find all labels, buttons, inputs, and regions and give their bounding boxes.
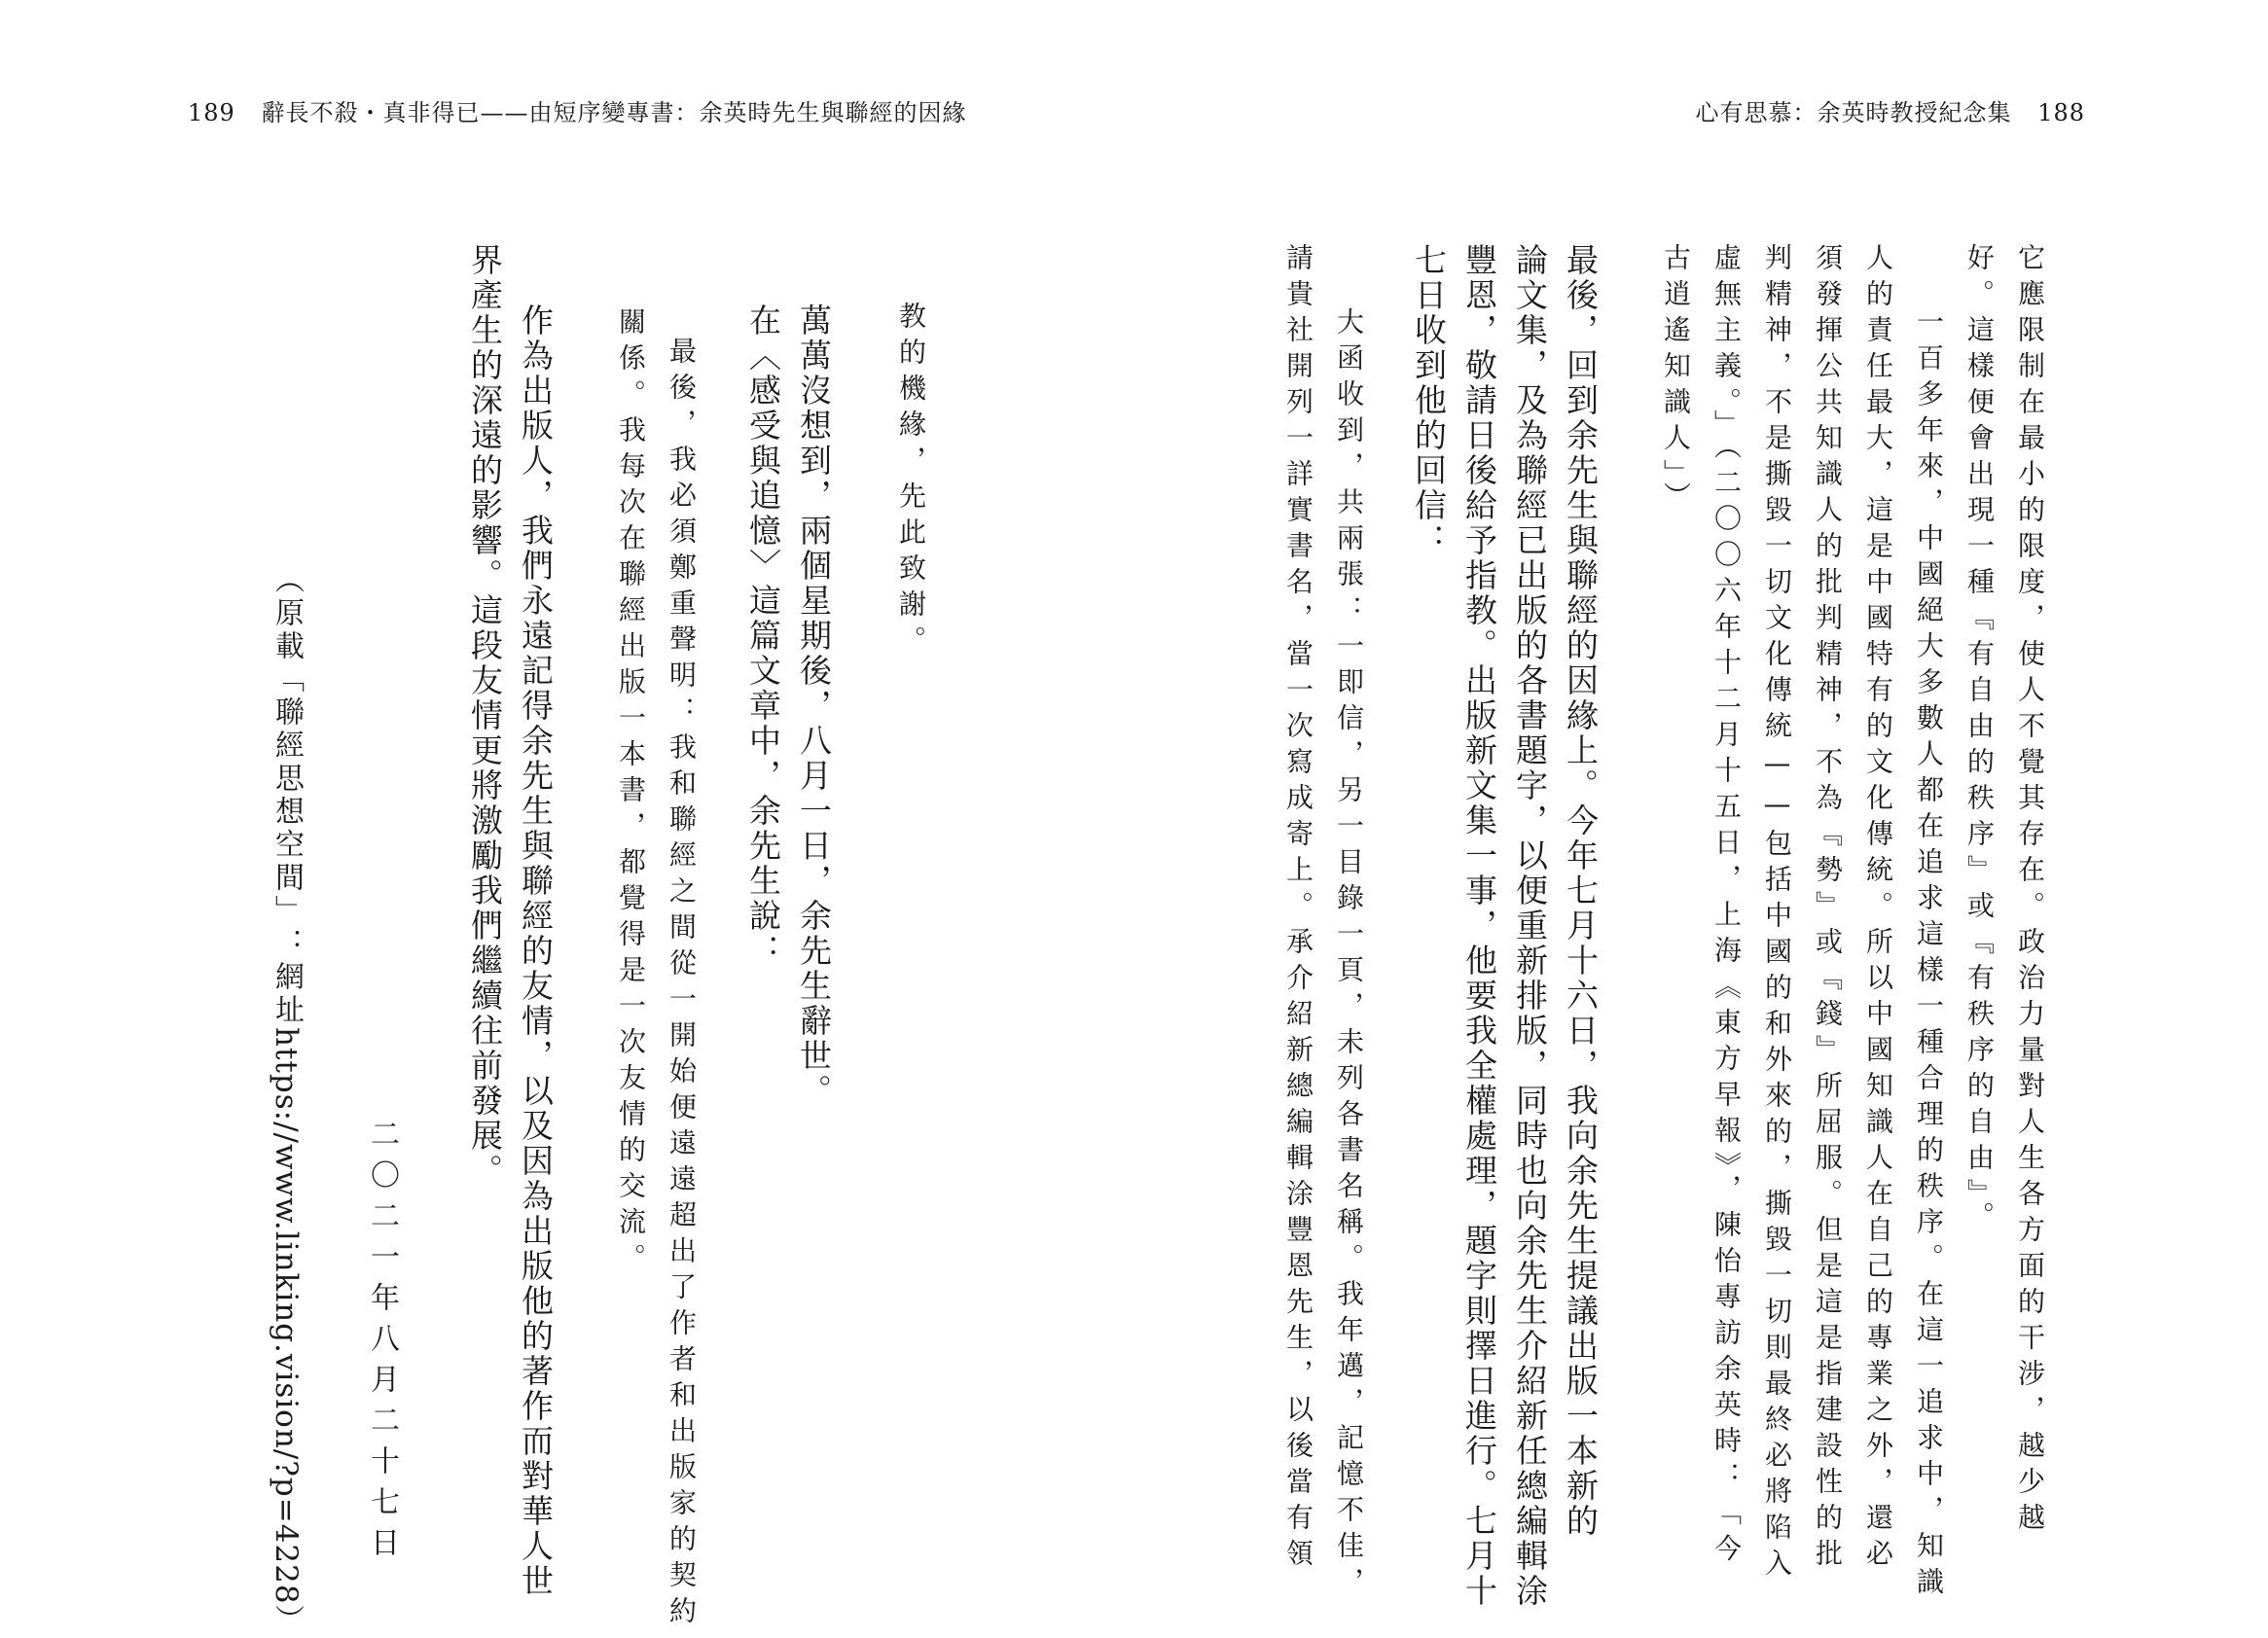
text-column: 它應限制在最小的限度，使人不覺其存在。政治力量對人生各方面的干涉，越少越 [2014,243,2046,1539]
text-column: 界產生的深遠的影響。這段友情更將激勵我們繼續往前發展。 [466,243,504,1189]
source-note-url: https://www.linking.vision/?p=4228 [269,1027,304,1605]
right-page-number: 188 [2037,99,2085,126]
left-header-title: 辭長不殺・真非得已——由短序變專書：余英時先生與聯經的因緣 [261,99,967,126]
right-page [1148,243,2082,1609]
source-note-suffix: ） [270,1604,304,1638]
text-column: 最後，我必須鄭重聲明：我和聯經之間從一開始便遠遠超出了作者和出版家的契約 [666,337,698,1632]
text-column: 萬萬沒想到，兩個星期後，八月一日，余先生辭世。 [795,303,833,1109]
left-page [243,243,1022,1638]
text-column: 大函收到，共兩張：一即信，另一目錄一頁，未列各書名稱。我年邁，記憶不佳， [1333,307,1365,1603]
left-page-number: 189 [188,99,235,126]
text-column: 虛無主義。」（二〇〇六年十二月十五日，上海《東方早報》，陳怡專訪余英時：「今 [1710,243,1743,1570]
text-column: 作為出版人，我們永遠記得余先生與聯經的友情，以及因為出版他的著作而對華人世 [517,303,555,1599]
text-column: 好。這樣便會出現一種『有自由的秩序』或『有秩序的自由』。 [1963,243,1996,1237]
right-header-title: 心有思慕：余英時教授紀念集 [1695,99,2012,126]
text-column: 教的機緣，先此致謝。 [895,302,927,661]
text-column: 須發揮公共知識人的批判精神，不為『勢』或『錢』所屈服。但是這是指建設性的批 [1812,243,1844,1575]
source-note [265,564,307,1638]
text-column: 論文集，及為聯經已出版的各書題字，以便重新排版，同時也向余先生介紹新任總編輯涂 [1511,243,1549,1609]
text-column: 豐恩，敬請日後給予指教。出版新文集一事，他要我全權處理，題字則擇日進行。七月十 [1460,243,1498,1609]
text-column: 判精神，不是撕毀一切文化傳統——包括中國的和外來的，撕毀一切則最終必將陷入 [1761,243,1793,1585]
text-column: 在〈感受與追憶〉這篇文章中，余先生說： [744,303,782,969]
text-column: 古逍遙知識人」） [1660,243,1692,517]
text-column: 最後，回到余先生與聯經的因緣上。今年七月十六日，我向余先生提議出版一本新的 [1562,243,1600,1539]
text-column: 一百多年來，中國絕大多數人都在追求這樣一種合理的秩序。在這一追求中，知識 [1913,307,1945,1603]
text-column: 人的責任最大，這是中國特有的文化傳統。所以中國知識人在自己的專業之外，還必 [1862,243,1894,1575]
source-note-prefix: （原載「聯經思想空間」：網址 [270,564,304,1027]
left-running-head [170,93,966,127]
right-running-head [1696,93,2103,127]
date-line: 二〇二一年八月二十七日 [365,1119,399,1568]
text-column: 關係。我每次在聯經出版一本書，都覺得是一次友情的交流。 [615,307,647,1279]
text-column: 七日收到他的回信： [1410,243,1448,558]
text-column: 請貴社開列一詳實書名，當一次寫成寄上。承介紹新總編輯涂豐恩先生，以後當有領 [1282,243,1314,1575]
